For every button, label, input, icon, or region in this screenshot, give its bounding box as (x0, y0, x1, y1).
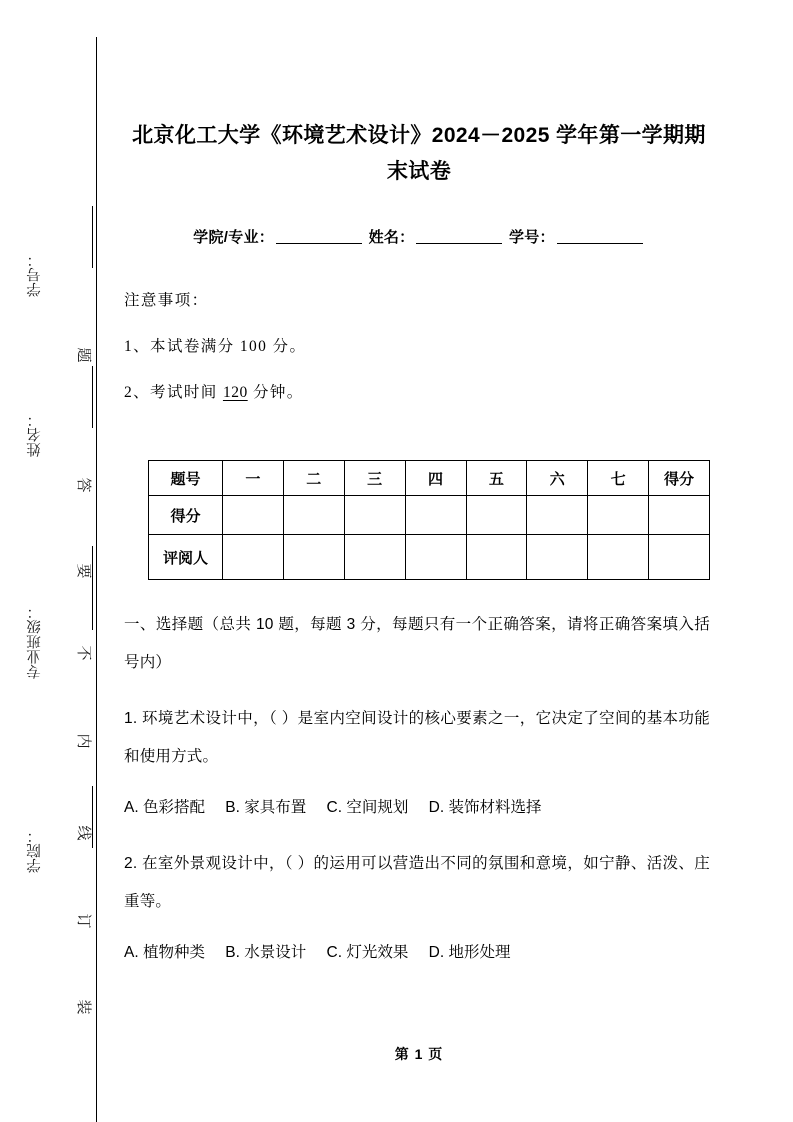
score-row-label-1: 评阅人 (149, 535, 223, 580)
note-item-1: 1、本试卷满分 100 分。 (124, 338, 307, 355)
binding-notice-char-4: 不 (75, 645, 91, 661)
binding-notice-char-5: 内 (75, 733, 91, 749)
exam-duration-value: 120 (222, 384, 248, 401)
binding-notice-char-7: 订 (75, 913, 91, 929)
question-1-options (124, 792, 710, 824)
score-cell-1-7[interactable] (649, 535, 710, 580)
score-table (148, 460, 710, 580)
margin-field-class: 专业班级： (27, 604, 43, 679)
score-cell-0-2[interactable] (344, 496, 405, 535)
name-label: 姓名： (368, 229, 415, 246)
question-2-option-c[interactable]: C. 灯光效果 (326, 944, 409, 961)
question-2-option-a[interactable]: A. 植物种类 (124, 944, 205, 961)
student-id-label: 学号： (508, 229, 555, 246)
margin-field-student-id: 学号： (27, 252, 43, 297)
table-row-grader (149, 535, 710, 580)
binding-notice-column (70, 320, 96, 1020)
question-2-stem: 2. 在室外景观设计中，（ ）的运用可以营造出不同的氛围和意境，如宁静、活泼、庄重等。 (124, 855, 710, 910)
note-item-2 (124, 370, 714, 416)
score-cell-1-0[interactable] (223, 535, 284, 580)
student-id-blank[interactable] (557, 243, 643, 244)
score-col-3: 三 (344, 461, 405, 496)
score-cell-0-7[interactable] (649, 496, 710, 535)
score-col-0: 题号 (149, 461, 223, 496)
document-body (124, 0, 714, 1122)
score-col-5: 五 (466, 461, 527, 496)
score-cell-1-3[interactable] (405, 535, 466, 580)
college-major-blank[interactable] (276, 243, 362, 244)
score-col-8: 得分 (649, 461, 710, 496)
score-cell-1-6[interactable] (588, 535, 649, 580)
score-col-4: 四 (405, 461, 466, 496)
margin-field-name: 姓名： (27, 412, 43, 457)
section-heading-1: 一、选择题（总共 10 题，每题 3 分，每题只有一个正确答案，请将正确答案填入括号内） (124, 616, 710, 671)
score-col-7: 七 (588, 461, 649, 496)
score-cell-0-5[interactable] (527, 496, 588, 535)
question-2-option-d[interactable]: D. 地形处理 (428, 944, 511, 961)
score-col-1: 一 (223, 461, 284, 496)
score-cell-1-5[interactable] (527, 535, 588, 580)
note-item-2-prefix: 2、考试时间 (124, 384, 223, 401)
score-cell-1-1[interactable] (283, 535, 344, 580)
score-cell-1-2[interactable] (344, 535, 405, 580)
page-footer: 第 1 页 (394, 1046, 444, 1062)
binding-notice-char-1: 题 (75, 347, 91, 363)
notes-heading: 注意事项： (124, 292, 209, 309)
score-col-6: 六 (527, 461, 588, 496)
score-row-label-0: 得分 (149, 496, 223, 535)
binding-field-labels (24, 0, 72, 1122)
question-1-option-d[interactable]: D. 装饰材料选择 (428, 799, 542, 816)
binding-notice-char-6: 线 (75, 825, 91, 841)
binding-notice-char-2: 答 (75, 477, 91, 493)
score-cell-0-0[interactable] (223, 496, 284, 535)
identity-line (124, 226, 714, 247)
question-2-options (124, 937, 710, 969)
question-1-stem: 1. 环境艺术设计中，（ ）是室内空间设计的核心要素之一，它决定了空间的基本功能和使用方式。 (124, 710, 710, 765)
margin-field-college: 学院： (27, 828, 43, 873)
note-item-2-suffix: 分钟。 (247, 384, 304, 401)
binding-notice-char-8: 装 (75, 999, 91, 1015)
score-cell-1-4[interactable] (466, 535, 527, 580)
table-row-score (149, 496, 710, 535)
table-row-header (149, 461, 710, 496)
question-1-option-b[interactable]: B. 家具布置 (225, 799, 307, 816)
name-blank[interactable] (416, 243, 502, 244)
college-major-label: 学院/专业： (193, 229, 275, 246)
notes-block (124, 278, 714, 416)
score-cell-0-4[interactable] (466, 496, 527, 535)
page-title: 北京化工大学《环境艺术设计》2024－2025 学年第一学期期末试卷 (132, 124, 706, 183)
score-cell-0-1[interactable] (283, 496, 344, 535)
binding-vertical-rule (96, 37, 97, 1122)
question-1-option-a[interactable]: A. 色彩搭配 (124, 799, 205, 816)
binding-notice-char-3: 要 (75, 563, 91, 579)
score-cell-0-3[interactable] (405, 496, 466, 535)
question-1-option-c[interactable]: C. 空间规划 (326, 799, 409, 816)
score-col-2: 二 (283, 461, 344, 496)
score-cell-0-6[interactable] (588, 496, 649, 535)
margin-field-rule-student-id (92, 206, 93, 268)
question-2-option-b[interactable]: B. 水景设计 (225, 944, 307, 961)
